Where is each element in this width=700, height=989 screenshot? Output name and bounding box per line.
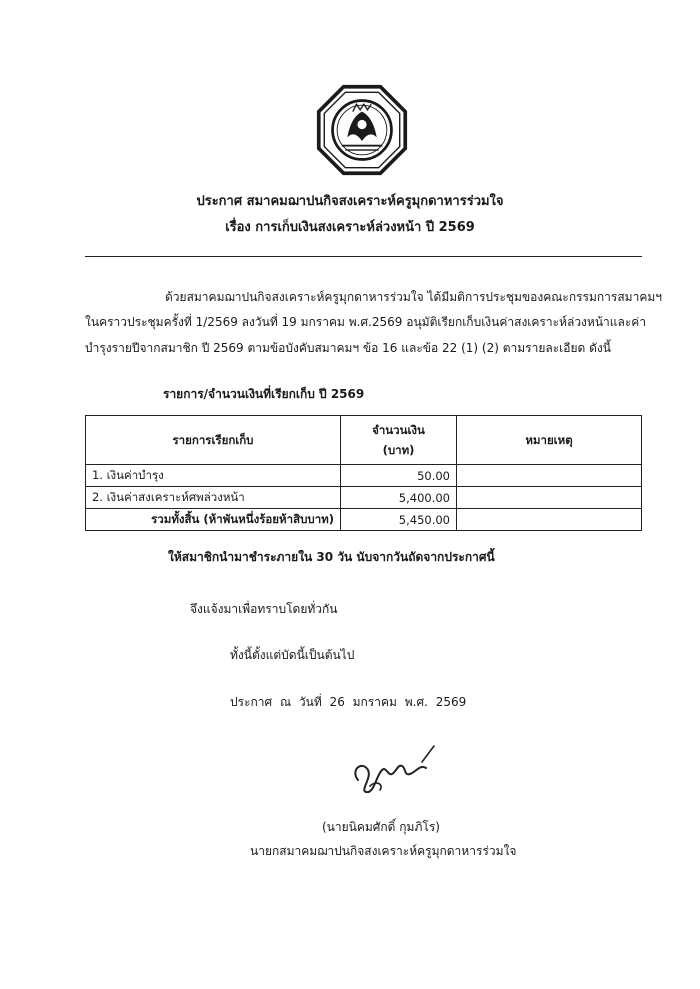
signer-name: (นายนิคมศักดิ์ กุมภิโร) [322,820,440,834]
effective-text: ทั้งนี้ตั้งแต่บัดนี้เป็นต้นไป [230,648,355,662]
association-seal-icon [316,84,408,176]
header-divider [85,256,642,257]
fee-table [85,415,642,531]
paragraph-line-1: ด้วยสมาคมฌาปนกิจสงเคราะห์ครูมุกดาหารร่วมใจ ได้มีมติการประชุมของคณะกรรมการสมาคมฯ [165,290,662,304]
row-remark [457,465,642,487]
paragraph-line-2: ในคราวประชุมครั้งที่ 1/2569 ลงวันที่ 19 มกราคม พ.ศ.2569 อนุมัติเรียกเก็บเงินค่าสงเคราะห์ล่วงหน้าและค่า [85,315,647,329]
table-row [86,465,642,487]
row-remark [457,487,642,509]
row-amount: 5,400.00 [341,487,457,509]
header-item: รายการเรียกเก็บ [86,416,341,465]
total-label: รวมทั้งสิ้น (ห้าพันหนึ่งร้อยห้าสิบบาท) [86,509,341,531]
payment-notice: ให้สมาชิกนำมาชำระภายใน 30 วัน นับจากวันถัดจากประกาศนี้ [168,550,495,564]
table-total-row [86,509,642,531]
header-remark: หมายเหตุ [457,416,642,465]
table-row [86,487,642,509]
announcement-subject: เรื่อง การเก็บเงินสงเคราะห์ล่วงหน้า ปี 2569 [225,220,475,235]
signer-title: นายกสมาคมฌาปนกิจสงเคราะห์ครูมุกดาหารร่วมใจ [250,844,517,858]
header-amount [341,416,457,465]
table-heading: รายการ/จำนวนเงินที่เรียกเก็บ ปี 2569 [163,387,365,401]
row-item: 2. เงินค่าสงเคราะห์ศพล่วงหน้า [86,487,341,509]
header-amount-line1: จำนวนเงิน [372,423,425,437]
header-amount-line2: (บาท) [382,443,415,457]
announcement-title: ประกาศ สมาคมฌาปนกิจสงเคราะห์ครูมุกดาหารร่วมใจ [196,194,504,209]
total-remark [457,509,642,531]
inform-text: จึงแจ้งมาเพื่อทราบโดยทั่วกัน [190,602,338,616]
handwritten-signature-icon [340,740,440,800]
row-amount: 50.00 [341,465,457,487]
table-header-row [86,416,642,465]
paragraph-line-3: บำรุงรายปีจากสมาชิก ปี 2569 ตามข้อบังคับสมาคมฯ ข้อ 16 และข้อ 22 (1) (2) ตามรายละเอียด ดังนี้ [85,341,611,355]
announcement-date: ประกาศ ณ วันที่ 26 มกราคม พ.ศ. 2569 [230,695,467,709]
row-item: 1. เงินค่าบำรุง [86,465,341,487]
total-amount: 5,450.00 [341,509,457,531]
